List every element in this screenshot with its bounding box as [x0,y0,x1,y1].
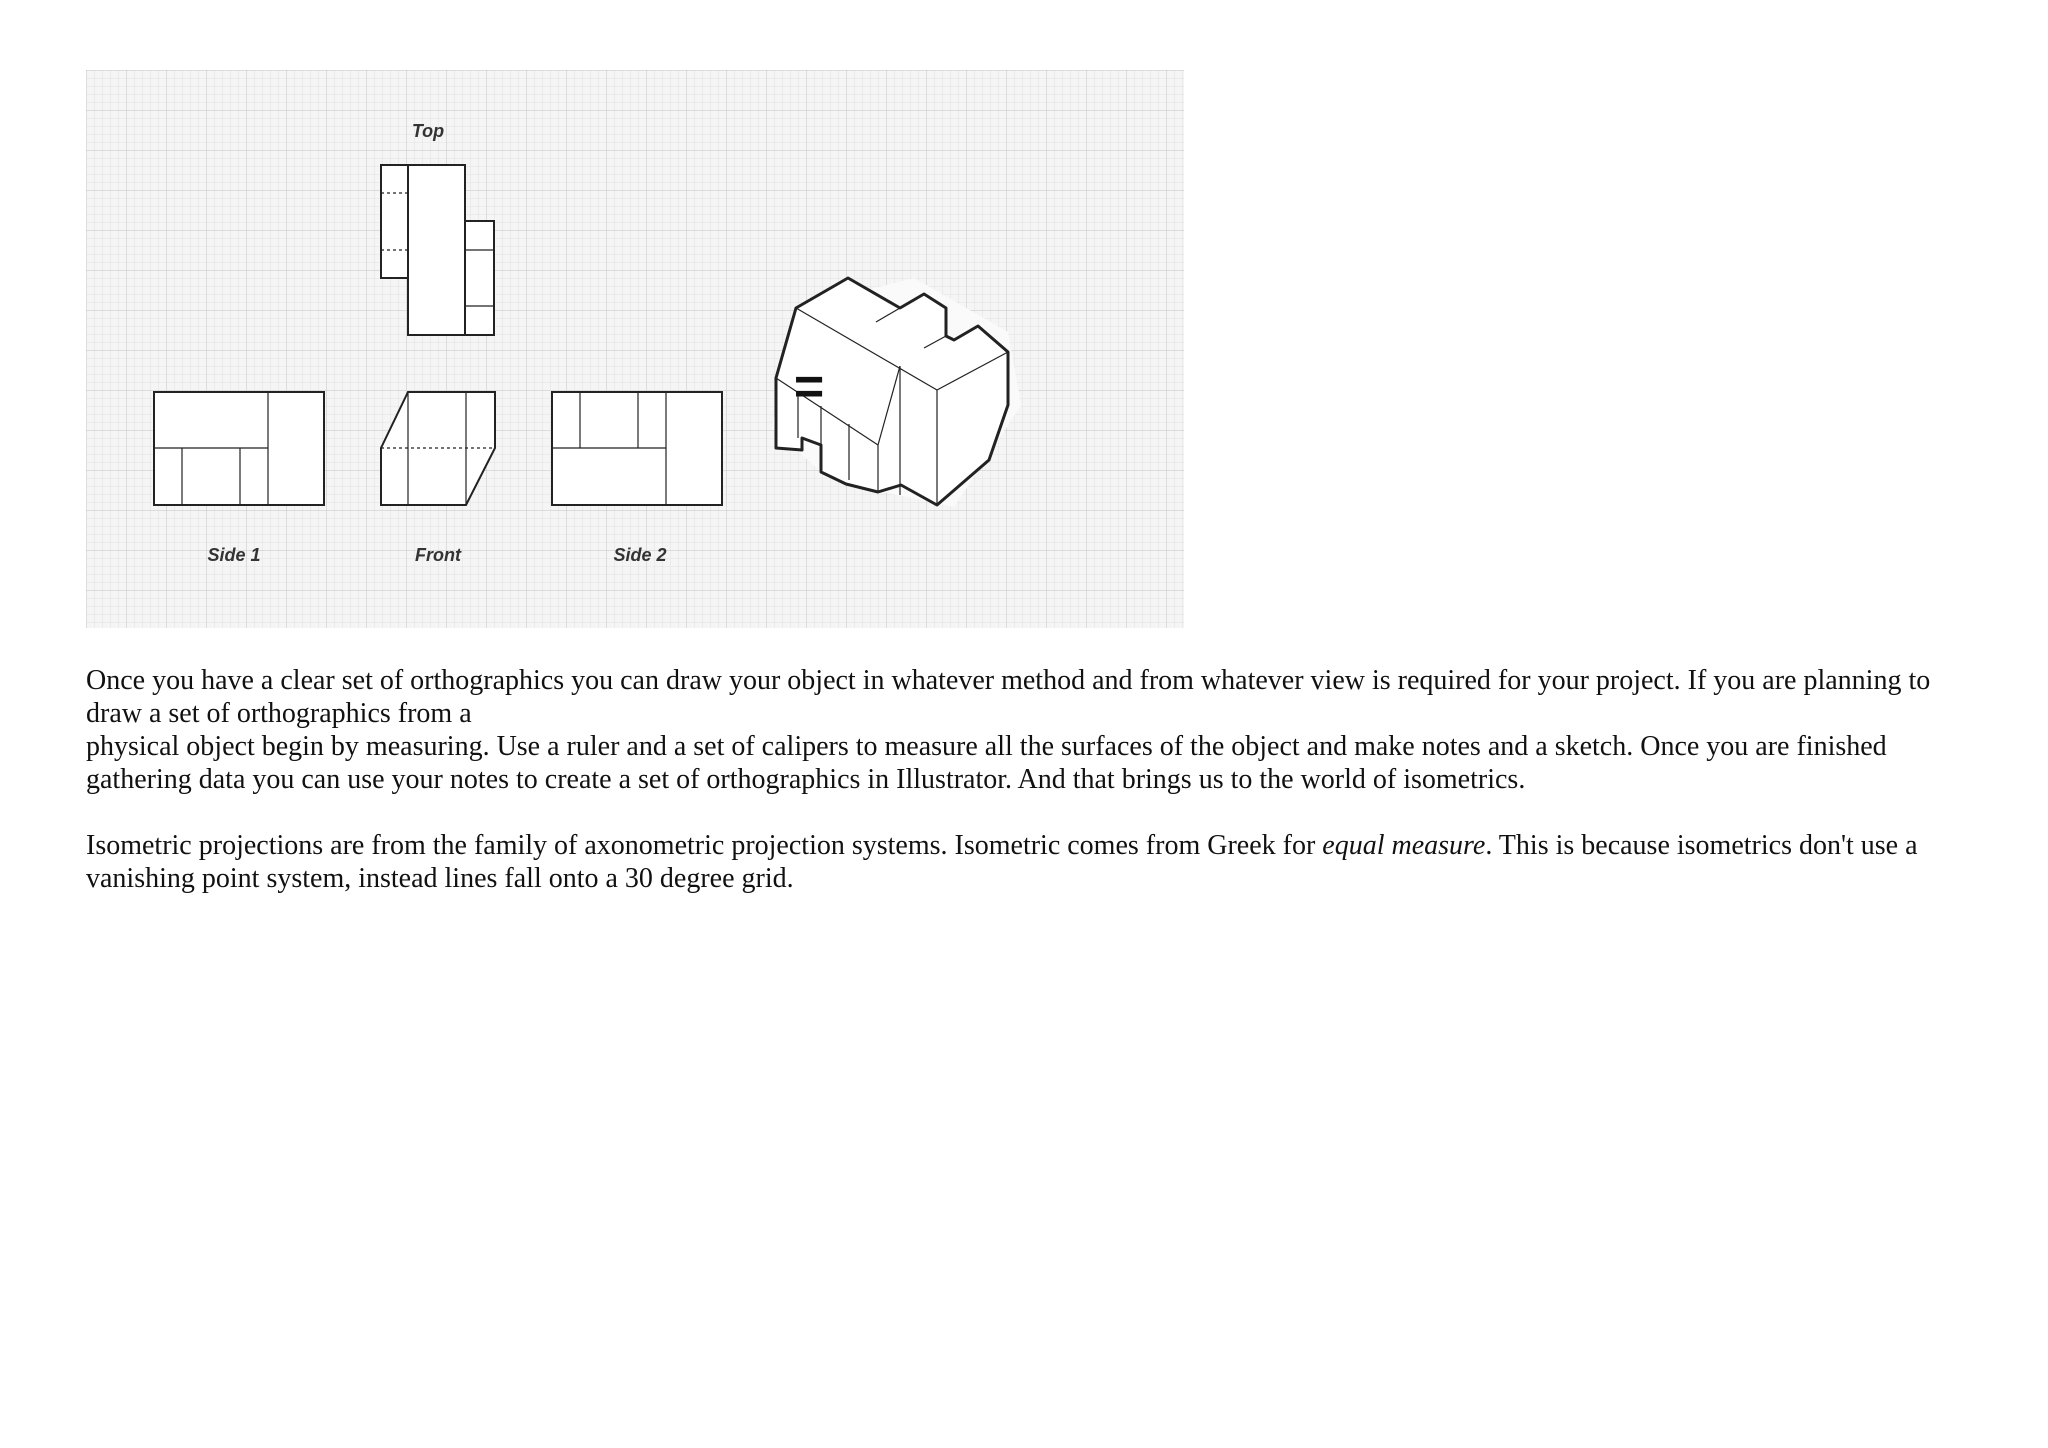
paragraph-isometric-end: . This is because isometrics don't use a vanishing point system, instead lines fall onto a 30 degree grid. [86,830,1918,894]
equal-measure-emphasis: equal measure [1322,830,1486,861]
orthographic-drawing [86,70,1184,628]
side-1-view-label: Side 1 [207,545,261,565]
paragraph-orthographics-line-1: Once you have a clear set of orthographics you can draw your object in whatever method and from whatever view is required for your project. If you are planning to draw a set of orthographics from a [86,665,1931,729]
orthographic-figure [86,70,1184,628]
side-1-view [154,392,324,505]
paragraph-isometric [86,829,1986,895]
top-view-label: Top [411,121,445,141]
front-view-label: Front [415,545,461,565]
body-text [86,664,1986,928]
paragraph-orthographics-line-2: physical object begin by measuring. Use a ruler and a set of calipers to measure all the surfaces of the object and make notes and a sketch. Once you are finished gathering data you can use your notes to create a set of orthographics in Illustrator. And that brings us to the world of isometrics. [86,731,1887,795]
paragraph-orthographics [86,664,1986,796]
paragraph-isometric-start: Isometric projections are from the family of axonometric projection systems. Isometric comes from Greek for [86,830,1323,861]
equals-sign: = [793,358,825,416]
side-2-view-label: Side 2 [613,545,667,565]
side-2-view [552,392,722,505]
